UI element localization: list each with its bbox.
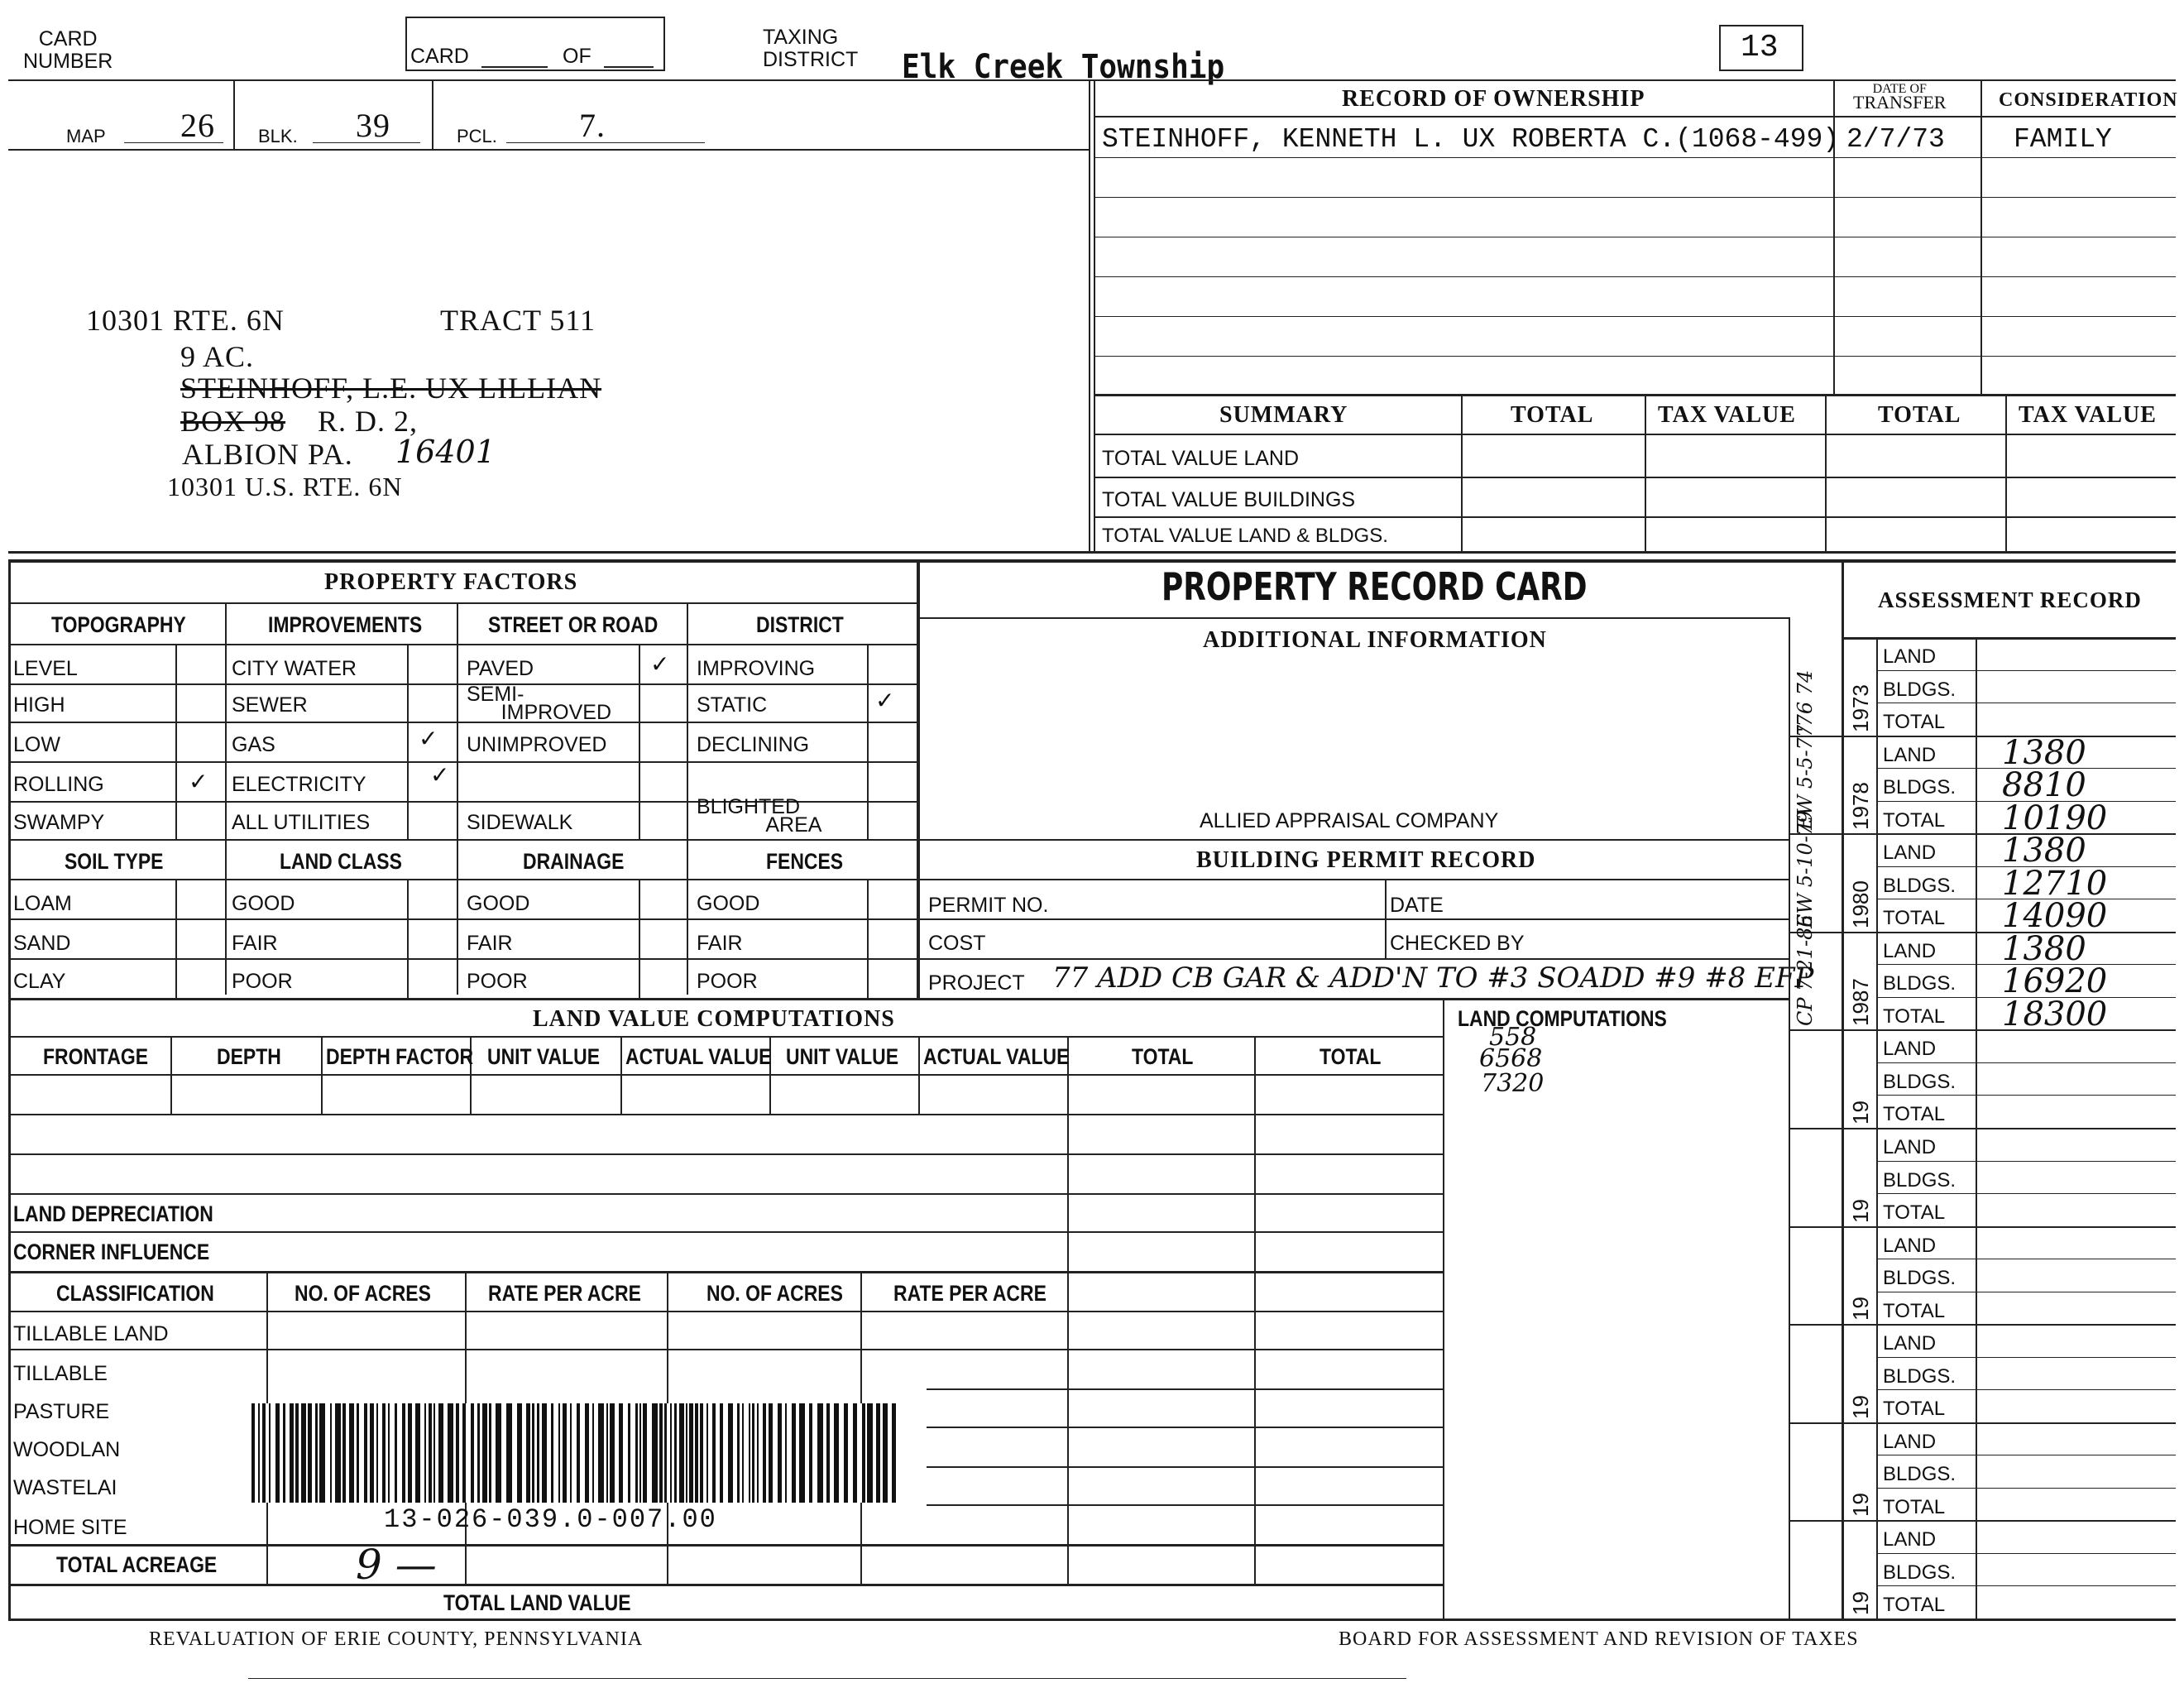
- permit-cost: COST: [928, 932, 986, 955]
- footer-right: BOARD FOR ASSESSMENT AND REVISION OF TAXES: [1339, 1628, 1859, 1650]
- total-land-value: TOTAL LAND VALUE: [443, 1590, 631, 1615]
- assess-year: 19: [1848, 1394, 1873, 1419]
- assess-land-label: LAND: [1883, 1234, 1937, 1257]
- assess-total-label: TOTAL: [1883, 711, 1946, 734]
- barcode-bar: [643, 1403, 647, 1503]
- imp-city-water: CITY WATER: [232, 657, 357, 680]
- barcode-bar: [778, 1403, 782, 1503]
- barcode-bar: [558, 1403, 560, 1503]
- class-woodland: WOODLAN: [13, 1438, 121, 1461]
- assess-bldgs-label: BLDGS.: [1883, 1168, 1956, 1192]
- blk-value: 39: [356, 107, 390, 144]
- assess-bldgs-label: BLDGS.: [1883, 874, 1956, 897]
- address-tract: TRACT 511: [440, 304, 596, 337]
- barcode-bar: [482, 1403, 487, 1503]
- address-acres: 9 AC.: [180, 340, 255, 373]
- barcode-bar: [315, 1403, 318, 1503]
- barcode-bar: [290, 1403, 294, 1503]
- fence-fair: FAIR: [697, 932, 743, 955]
- barcode-bar: [826, 1403, 830, 1503]
- barcode-bar: [598, 1403, 604, 1503]
- barcode-bar: [769, 1403, 773, 1503]
- barcode-bar: [542, 1403, 547, 1503]
- barcode-bar: [853, 1403, 857, 1503]
- classification-col: CLASSIFICATION: [56, 1281, 214, 1306]
- district-static: STATIC: [697, 693, 768, 717]
- address-city: ALBION PA.: [182, 438, 353, 471]
- fences-header: FENCES: [766, 849, 844, 874]
- barcode-bar: [335, 1403, 341, 1503]
- assess-total-label: TOTAL: [1883, 1005, 1946, 1028]
- district-declining: DECLINING: [697, 733, 810, 756]
- topo-level: LEVEL: [13, 657, 78, 680]
- permit-no: PERMIT NO.: [928, 894, 1049, 917]
- owner-row-1: STEINHOFF, KENNETH L. UX ROBERTA C.(1068-499): [1102, 124, 1840, 155]
- blk-label: BLK.: [258, 126, 298, 146]
- barcode-bar: [251, 1403, 255, 1503]
- property-factors-title: PROPERTY FACTORS: [324, 569, 578, 595]
- barcode-bar: [785, 1403, 787, 1503]
- assess-year: 19: [1848, 1493, 1873, 1518]
- assess-total-label: TOTAL: [1883, 1495, 1946, 1518]
- barcode-bar: [532, 1403, 534, 1503]
- assess-bldgs-value: 8810: [2002, 766, 2086, 805]
- summary-buildings: TOTAL VALUE BUILDINGS: [1102, 488, 1356, 511]
- lc-poor: POOR: [232, 970, 293, 993]
- barcode-bar: [712, 1403, 716, 1503]
- land-comp-note-1: 558: [1489, 1023, 1537, 1052]
- assess-total-value: 14090: [2002, 897, 2108, 936]
- barcode-bar: [376, 1403, 378, 1503]
- summary-total-2: TOTAL: [1878, 402, 1961, 428]
- barcode-bar: [652, 1403, 658, 1503]
- soil-clay: CLAY: [13, 970, 66, 993]
- barcode-bar: [752, 1403, 754, 1503]
- total-acreage-value: 9 —: [356, 1541, 437, 1589]
- lc-fair: FAIR: [232, 932, 278, 955]
- soil-type-header: SOIL TYPE: [65, 849, 164, 874]
- barcode-bar: [433, 1403, 435, 1503]
- barcode-bar: [834, 1403, 839, 1503]
- topo-rolling: ROLLING: [13, 773, 104, 796]
- barcode-bar: [749, 1403, 750, 1503]
- barcode-bar: [349, 1403, 354, 1503]
- soil-loam: LOAM: [13, 892, 72, 915]
- soil-sand: SAND: [13, 932, 71, 955]
- assess-bldgs-label: BLDGS.: [1883, 1070, 1956, 1093]
- assess-total-value: 10190: [2002, 798, 2108, 837]
- assess-year: 1980: [1848, 880, 1873, 928]
- imp-gas: GAS: [232, 733, 275, 756]
- barcode-bar: [619, 1403, 623, 1503]
- topography-header: TOPOGRAPHY: [51, 612, 186, 637]
- land-comp-note-2: 6568: [1479, 1044, 1543, 1073]
- summary-tax-2: TAX VALUE: [2019, 402, 2157, 428]
- barcode-bar: [728, 1403, 733, 1503]
- barcode-bar: [679, 1403, 684, 1503]
- barcode-bar: [262, 1403, 266, 1503]
- barcode-bar: [876, 1403, 880, 1503]
- assess-bldgs-value: 12710: [2002, 864, 2108, 903]
- drain-good: GOOD: [467, 892, 530, 915]
- assess-total-value: 18300: [2002, 995, 2108, 1033]
- barcode-bar: [258, 1403, 260, 1503]
- of-label: OF: [563, 45, 592, 68]
- assess-land-label: LAND: [1883, 1038, 1937, 1061]
- district-header: DISTRICT: [756, 612, 844, 637]
- lv-col-7: TOTAL: [1132, 1044, 1194, 1069]
- barcode-bar: [585, 1403, 589, 1503]
- card-number-label: CARD NUMBER: [23, 27, 113, 73]
- barcode-bar: [395, 1403, 397, 1503]
- barcode-bar: [892, 1403, 896, 1503]
- taxing-district-label: TAXING DISTRICT: [763, 26, 859, 71]
- barcode-bar: [737, 1403, 740, 1503]
- barcode-bar: [720, 1403, 723, 1503]
- barcode-bar: [742, 1403, 744, 1503]
- address-line1: 10301 RTE. 6N: [86, 304, 285, 337]
- lv-col-8: TOTAL: [1320, 1044, 1382, 1069]
- permit-project-note: 77 ADD CB GAR & ADD'N TO #3 SOADD #9 #8 EFP: [1052, 961, 1814, 995]
- assess-land-label: LAND: [1883, 1136, 1937, 1158]
- barcode-bar: [551, 1403, 553, 1503]
- assess-total-label: TOTAL: [1883, 907, 1946, 930]
- barcode-bar: [364, 1403, 367, 1503]
- assess-bldgs-label: BLDGS.: [1883, 1561, 1956, 1584]
- barcode: [248, 1403, 902, 1503]
- barcode-bar: [659, 1403, 663, 1503]
- pcl-label: PCL.: [457, 126, 497, 146]
- barcode-bar: [674, 1403, 677, 1503]
- land-comp-note-3: 7320: [1481, 1069, 1545, 1098]
- assess-bldgs-label: BLDGS.: [1883, 1364, 1956, 1388]
- barcode-bar: [689, 1403, 693, 1503]
- consideration-col: CONSIDERATION: [1999, 89, 2178, 111]
- barcode-bar: [496, 1403, 501, 1503]
- assess-total-label: TOTAL: [1883, 1201, 1946, 1225]
- drain-poor: POOR: [467, 970, 528, 993]
- imp-all-utilities: ALL UTILITIES: [232, 811, 371, 834]
- address-box: BOX 98: [180, 405, 286, 438]
- assess-year: 1987: [1848, 978, 1873, 1027]
- assess-year: 1973: [1848, 683, 1873, 732]
- imp-electricity: ELECTRICITY: [232, 773, 366, 796]
- taxing-district-value: Elk Creek Township: [902, 48, 1225, 86]
- barcode-bar: [563, 1403, 567, 1503]
- owner-date-1: 2/7/73: [1846, 124, 1945, 155]
- class-pasture: PASTURE: [13, 1400, 110, 1423]
- owner-consideration-1: FAMILY: [2014, 124, 2112, 155]
- barcode-bar: [477, 1403, 480, 1503]
- assess-note: EW 5-10-79: [1794, 810, 1817, 928]
- barcode-bar: [308, 1403, 312, 1503]
- barcode-bar: [695, 1403, 698, 1503]
- class-wasteland: WASTELAI: [13, 1476, 117, 1499]
- appraisal-company: ALLIED APPRAISAL COMPANY: [1200, 809, 1499, 832]
- drainage-header: DRAINAGE: [523, 849, 625, 874]
- barcode-bar: [883, 1403, 888, 1503]
- lc-good: GOOD: [232, 892, 295, 915]
- barcode-bar: [639, 1403, 641, 1503]
- lv-col-3: UNIT VALUE: [487, 1044, 600, 1069]
- permit-date: DATE: [1390, 894, 1444, 917]
- barcode-bar: [606, 1403, 608, 1503]
- barcode-bar: [269, 1403, 271, 1503]
- barcode-bar: [429, 1403, 432, 1503]
- summary-land: TOTAL VALUE LAND: [1102, 447, 1300, 470]
- street-semi-improved: SEMI- IMPROVED: [467, 683, 612, 724]
- assess-land-value: 1380: [2002, 733, 2086, 772]
- barcode-bar: [438, 1403, 443, 1503]
- barcode-bar: [792, 1403, 796, 1503]
- lv-col-4: ACTUAL VALUE: [625, 1044, 772, 1069]
- summary-tax-1: TAX VALUE: [1658, 402, 1796, 428]
- drain-fair: FAIR: [467, 932, 513, 955]
- barcode-bar: [424, 1403, 426, 1503]
- street-header: STREET OR ROAD: [488, 612, 659, 637]
- barcode-bar: [592, 1403, 594, 1503]
- barcode-bar: [517, 1403, 522, 1503]
- barcode-bar: [342, 1403, 346, 1503]
- assess-year: 19: [1848, 1101, 1873, 1125]
- barcode-bar: [809, 1403, 812, 1503]
- assessment-title: ASSESSMENT RECORD: [1878, 587, 2142, 612]
- permit-project: PROJECT: [928, 971, 1025, 995]
- barcode-bar: [456, 1403, 459, 1503]
- footer-left: REVALUATION OF ERIE COUNTY, PENNSYLVANIA: [149, 1628, 644, 1650]
- barcode-bar: [686, 1403, 687, 1503]
- assess-year: 1978: [1848, 782, 1873, 831]
- topo-swampy: SWAMPY: [13, 811, 105, 834]
- barcode-bar: [526, 1403, 530, 1503]
- assess-total-label: TOTAL: [1883, 1398, 1946, 1421]
- assess-year: 19: [1848, 1297, 1873, 1321]
- barcode-bar: [448, 1403, 453, 1503]
- barcode-bar: [462, 1403, 466, 1503]
- rate-col-1: RATE PER ACRE: [488, 1281, 641, 1306]
- district-code: 13: [1741, 30, 1779, 65]
- map-label: MAP: [66, 126, 106, 146]
- topo-high: HIGH: [13, 693, 65, 717]
- barcode-bar: [706, 1403, 708, 1503]
- assess-land-label: LAND: [1883, 1528, 1937, 1551]
- assess-total-label: TOTAL: [1883, 808, 1946, 832]
- assess-land-label: LAND: [1883, 743, 1937, 766]
- land-depreciation: LAND DEPRECIATION: [13, 1201, 213, 1226]
- barcode-text: 13-026-039.0-007.00: [384, 1504, 717, 1535]
- barcode-bar: [757, 1403, 759, 1503]
- barcode-bar: [628, 1403, 630, 1503]
- class-tillable-land: TILLABLE LAND: [13, 1322, 169, 1345]
- street-paved: PAVED: [467, 657, 534, 680]
- assess-land-label: LAND: [1883, 939, 1937, 962]
- barcode-bar: [370, 1403, 374, 1503]
- summary-land-bldgs: TOTAL VALUE LAND & BLDGS.: [1102, 525, 1388, 547]
- assess-year: 19: [1848, 1591, 1873, 1615]
- pcl-value: 7.: [579, 107, 606, 144]
- barcode-bar: [330, 1403, 332, 1503]
- barcode-bar: [799, 1403, 805, 1503]
- land-class-header: LAND CLASS: [280, 849, 402, 874]
- check-mark-icon: ✓: [189, 768, 208, 795]
- card-label: CARD: [410, 45, 469, 68]
- barcode-bar: [301, 1403, 306, 1503]
- ownership-title: RECORD OF OWNERSHIP: [1342, 86, 1645, 112]
- barcode-bar: [295, 1403, 299, 1503]
- check-mark-icon: ✓: [419, 725, 438, 752]
- assess-bldgs-label: BLDGS.: [1883, 776, 1956, 799]
- check-mark-icon: ✓: [430, 761, 450, 789]
- assess-note: '76 74: [1794, 669, 1817, 732]
- corner-influence: CORNER INFLUENCE: [13, 1240, 210, 1264]
- permit-title: BUILDING PERMIT RECORD: [1196, 847, 1536, 873]
- land-comp-title: LAND COMPUTATIONS: [1458, 1006, 1667, 1031]
- check-mark-icon: ✓: [650, 650, 670, 678]
- assess-land-label: LAND: [1883, 645, 1937, 668]
- assess-bldgs-label: BLDGS.: [1883, 678, 1956, 701]
- district-blighted: BLIGHTED AREA: [697, 795, 822, 837]
- barcode-bar: [610, 1403, 615, 1503]
- class-tillable: TILLABLE: [13, 1362, 108, 1385]
- assess-bldgs-label: BLDGS.: [1883, 972, 1956, 995]
- barcode-bar: [670, 1403, 672, 1503]
- barcode-bar: [382, 1403, 386, 1503]
- old-owner: STEINHOFF, L.E. UX LILLIAN: [180, 372, 602, 405]
- permit-checked-by: CHECKED BY: [1390, 932, 1525, 955]
- assess-total-label: TOTAL: [1883, 1299, 1946, 1322]
- assess-bldgs-value: 16920: [2002, 962, 2108, 1001]
- barcode-bar: [537, 1403, 539, 1503]
- barcode-bar: [402, 1403, 405, 1503]
- barcode-bar: [763, 1403, 766, 1503]
- barcode-bar: [283, 1403, 285, 1503]
- record-card-title: PROPERTY RECORD CARD: [1161, 564, 1588, 609]
- check-mark-icon: ✓: [875, 687, 895, 714]
- address-rd: R. D. 2,: [318, 405, 419, 438]
- barcode-bar: [817, 1403, 823, 1503]
- barcode-bar: [700, 1403, 703, 1503]
- imp-sewer: SEWER: [232, 693, 308, 717]
- assess-bldgs-label: BLDGS.: [1883, 1267, 1956, 1290]
- assess-land-value: 1380: [2002, 832, 2086, 870]
- assess-total-label: TOTAL: [1883, 1103, 1946, 1126]
- street-unimproved: UNIMPROVED: [467, 733, 607, 756]
- barcode-bar: [844, 1403, 848, 1503]
- barcode-bar: [664, 1403, 667, 1503]
- barcode-bar: [357, 1403, 359, 1503]
- lv-col-1: DEPTH: [217, 1044, 281, 1069]
- additional-info: ADDITIONAL INFORMATION: [1203, 627, 1547, 653]
- assess-note: EW 5-5-77: [1794, 725, 1817, 831]
- street-sidewalk: SIDEWALK: [467, 811, 573, 834]
- barcode-bar: [867, 1403, 873, 1503]
- assess-land-value: 1380: [2002, 929, 2086, 968]
- map-value: 26: [180, 107, 215, 144]
- assess-land-label: LAND: [1883, 842, 1937, 865]
- assess-year: 19: [1848, 1198, 1873, 1223]
- summary-title: SUMMARY: [1219, 402, 1348, 428]
- acres-col-1: NO. OF ACRES: [295, 1281, 431, 1306]
- barcode-bar: [570, 1403, 572, 1503]
- barcode-bar: [388, 1403, 390, 1503]
- district-improving: IMPROVING: [697, 657, 816, 680]
- barcode-bar: [635, 1403, 638, 1503]
- barcode-bar: [408, 1403, 412, 1503]
- acres-col-2: NO. OF ACRES: [706, 1281, 843, 1306]
- rate-col-2: RATE PER ACRE: [893, 1281, 1046, 1306]
- assess-note: CP 7-21-86: [1794, 914, 1817, 1027]
- land-value-title: LAND VALUE COMPUTATIONS: [533, 1006, 895, 1032]
- class-home-site: HOME SITE: [13, 1516, 127, 1539]
- total-acreage-label: TOTAL ACREAGE: [56, 1552, 218, 1577]
- barcode-bar: [489, 1403, 491, 1503]
- topo-low: LOW: [13, 733, 60, 756]
- lv-col-6: ACTUAL VALUE: [923, 1044, 1070, 1069]
- assess-land-label: LAND: [1883, 1332, 1937, 1355]
- lv-col-0: FRONTAGE: [43, 1044, 149, 1069]
- barcode-bar: [862, 1403, 865, 1503]
- lv-col-5: UNIT VALUE: [786, 1044, 898, 1069]
- barcode-bar: [319, 1403, 325, 1503]
- assess-land-label: LAND: [1883, 1430, 1937, 1453]
- address-line-last: 10301 U.S. RTE. 6N: [167, 472, 403, 501]
- fence-good: GOOD: [697, 892, 760, 915]
- summary-total-1: TOTAL: [1511, 402, 1594, 428]
- barcode-bar: [471, 1403, 474, 1503]
- barcode-bar: [275, 1403, 280, 1503]
- address-zip: 16401: [395, 434, 496, 470]
- assess-total-label: TOTAL: [1883, 1594, 1946, 1617]
- lv-col-2: DEPTH FACTOR: [326, 1044, 474, 1069]
- improvements-header: IMPROVEMENTS: [268, 612, 423, 637]
- barcode-bar: [577, 1403, 580, 1503]
- barcode-bar: [415, 1403, 420, 1503]
- assess-bldgs-label: BLDGS.: [1883, 1463, 1956, 1486]
- date-of-transfer-col: DATE OF TRANSFER: [1853, 82, 1947, 113]
- fence-poor: POOR: [697, 970, 758, 993]
- barcode-bar: [506, 1403, 512, 1503]
